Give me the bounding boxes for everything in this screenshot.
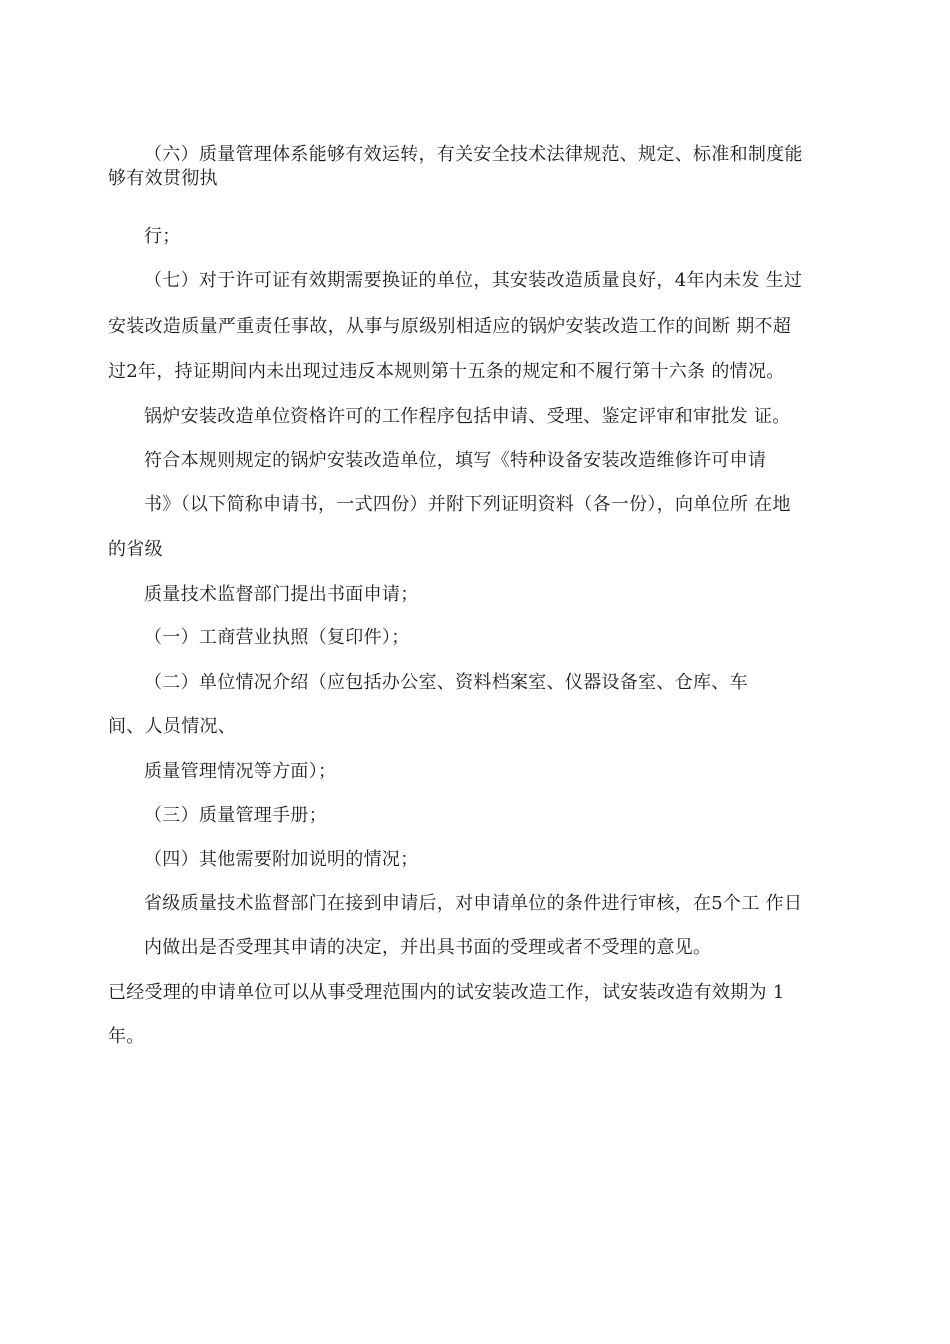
text-line-11: 质量技术监督部门提出书面申请； [144, 584, 419, 605]
text-line-20: 已经受理的申请单位可以从事受理范围内的试安装改造工作，试安装改造有效期为 1 [108, 982, 785, 1003]
text-line-7: 锅炉安装改造单位资格许可的工作程序包括申请、受理、鉴定评审和审批发 证。 [144, 406, 791, 427]
text-line-19: 内做出是否受理其申请的决定，并出具书面的受理或者不受理的意见。 [144, 937, 712, 958]
text-line-8: 符合本规则规定的锅炉安装改造单位，填写《特种设备安装改造维修许可申请 [144, 450, 767, 471]
text-line-13: （二）单位情况介绍（应包括办公室、资料档案室、仪器设备室、仓库、车 [144, 672, 748, 693]
text-line-1: （六）质量管理体系能够有效运转，有关安全技术法律规范、规定、标准和制度能 [144, 144, 803, 165]
text-line-4: （七）对于许可证有效期需要换证的单位，其安装改造质量良好，4年内未发 生过 [144, 270, 803, 291]
text-line-12: （一）工商营业执照（复印件）； [144, 627, 410, 648]
text-line-14: 间、人员情况、 [108, 716, 237, 737]
text-line-21: 年。 [108, 1026, 145, 1047]
text-line-3: 行； [144, 226, 181, 247]
text-line-15: 质量管理情况等方面）； [144, 761, 337, 782]
text-line-16: （三）质量管理手册； [144, 805, 327, 826]
text-line-5: 安装改造质量严重责任事故，从事与原级别相适应的锅炉安装改造工作的间断 期不超 [108, 316, 792, 337]
text-line-6: 过2年，持证期间内未出现过违反本规则第十五条的规定和不履行第十六条 的情况。 [108, 361, 785, 382]
text-line-2: 够有效贯彻执 [108, 168, 218, 189]
text-line-10: 的省级 [108, 539, 163, 560]
text-line-17: （四）其他需要附加说明的情况； [144, 849, 419, 870]
text-line-9: 书》（以下简称申请书，一式四份）并附下列证明资料（各一份），向单位所 在地 [144, 494, 791, 515]
text-line-18: 省级质量技术监督部门在接到申请后，对申请单位的条件进行审核，在5个工 作日 [144, 893, 803, 914]
